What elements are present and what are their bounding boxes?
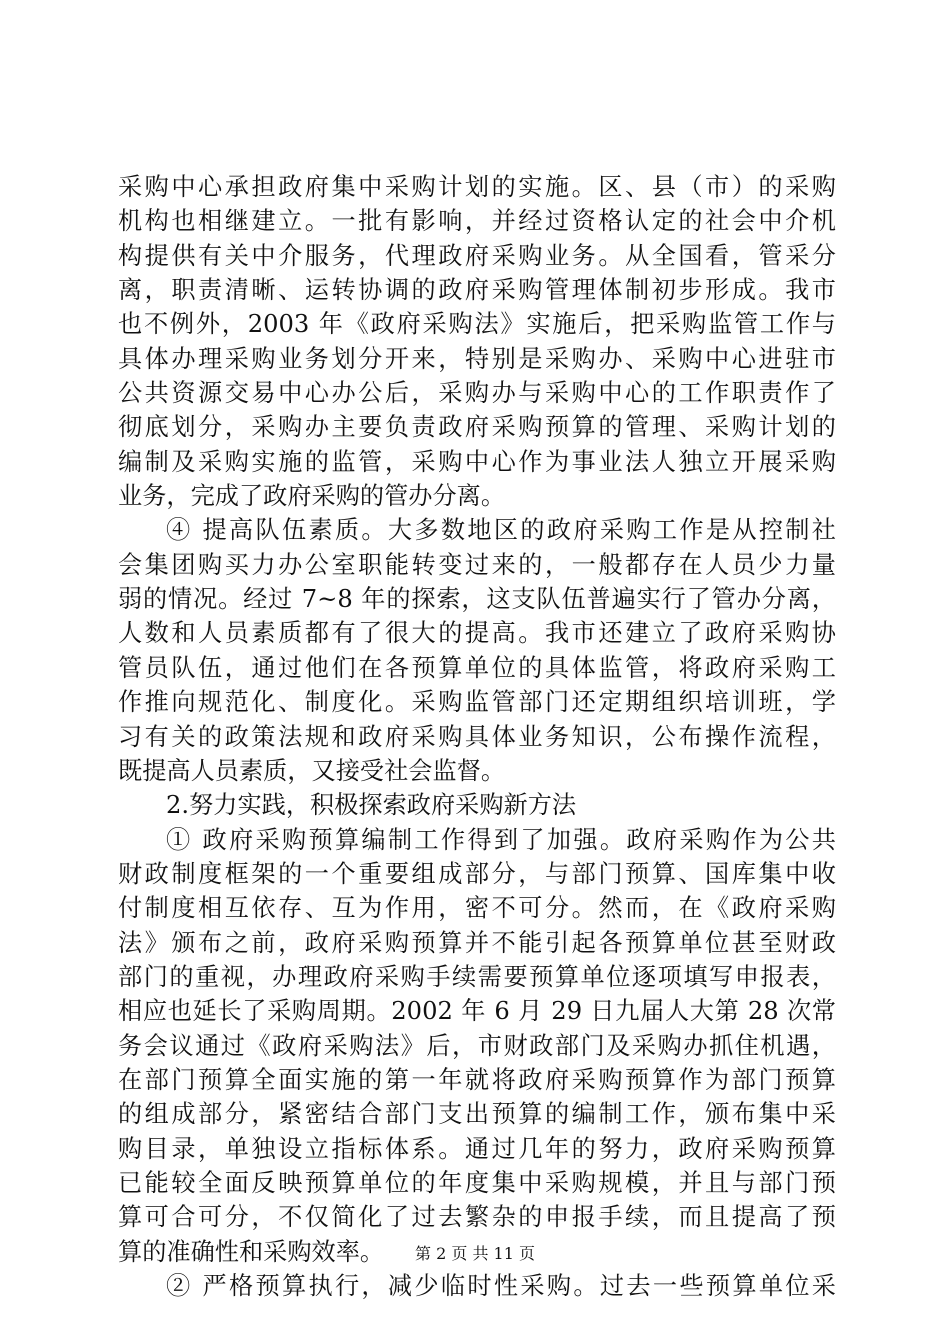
text-line: 务会议通过《政府采购法》后，市财政部门及采购办抓住机遇，: [118, 1031, 836, 1060]
text-line: 已能较全面反映预算单位的年度集中采购规模，并且与部门预: [118, 1168, 836, 1197]
text-line: 相应也延长了采购周期。2002 年 6 月 29 日九届人大第 28 次常: [118, 997, 836, 1026]
text-line: 会集团购买力办公室职能转变过来的，一般都存在人员少力量: [118, 550, 836, 579]
text-line: 编制及采购实施的监管，采购中心作为事业法人独立开展采购: [118, 447, 836, 476]
text-line: 离，职责清晰、运转协调的政府采购管理体制初步形成。我市: [118, 276, 836, 305]
text-line: ② 严格预算执行，减少临时性采购。过去一些预算单位采: [166, 1272, 836, 1300]
page-number-label: 第 2 页 共 11 页: [415, 1244, 535, 1263]
text-line: ① 政府采购预算编制工作得到了加强。政府采购作为公共: [166, 825, 836, 854]
text-line: 具体办理采购业务划分开来，特别是采购办、采购中心进驻市: [118, 344, 836, 373]
text-line: 构提供有关中介服务，代理政府采购业务。从全国看，管采分: [118, 241, 836, 270]
text-line: 2.努力实践，积极探索政府采购新方法: [166, 791, 577, 820]
text-line: 既提高人员素质，又接受社会监督。: [118, 756, 506, 785]
text-line: 公共资源交易中心办公后，采购办与采购中心的工作职责作了: [118, 379, 836, 408]
text-line: 习有关的政策法规和政府采购具体业务知识，公布操作流程，: [118, 722, 836, 751]
text-line: ④ 提高队伍素质。大多数地区的政府采购工作是从控制社: [166, 516, 836, 545]
text-line: 算可合可分，不仅简化了过去繁杂的申报手续，而且提高了预: [118, 1203, 836, 1232]
page-footer: [0, 1242, 950, 1266]
document-body: [118, 170, 836, 1303]
text-line: 在部门预算全面实施的第一年就将政府采购预算作为部门预算: [118, 1065, 836, 1094]
text-line: 也不例外，2003 年《政府采购法》实施后，把采购监管工作与: [118, 310, 836, 339]
text-line: 采购中心承担政府集中采购计划的实施。区、县（市）的采购: [118, 173, 836, 201]
text-line: 彻底划分，采购办主要负责政府采购预算的管理、采购计划的: [118, 413, 836, 442]
text-line: 算的准确性和采购效率。: [118, 1237, 385, 1266]
text-line: 法》颁布之前，政府采购预算并不能引起各预算单位甚至财政: [118, 928, 836, 957]
text-line: 人数和人员素质都有了很大的提高。我市还建立了政府采购协: [118, 619, 836, 648]
text-line: 管员队伍，通过他们在各预算单位的具体监管，将政府采购工: [118, 653, 836, 682]
text-line: 付制度相互依存、互为作用，密不可分。然而，在《政府采购: [118, 894, 836, 923]
text-line: 机构也相继建立。一批有影响，并经过资格认定的社会中介机: [118, 207, 836, 236]
text-line: 业务，完成了政府采购的管办分离。: [118, 482, 506, 511]
text-line: 作推向规范化、制度化。采购监管部门还定期组织培训班，学: [118, 688, 836, 717]
text-line: 购目录，单独设立指标体系。通过几年的努力，政府采购预算: [118, 1134, 836, 1163]
text-line: 弱的情况。经过 7~8 年的探索，这支队伍普遍实行了管办分离，: [118, 585, 836, 614]
text-line: 部门的重视，办理政府采购手续需要预算单位逐项填写申报表，: [118, 962, 836, 991]
text-line: 的组成部分，紧密结合部门支出预算的编制工作，颁布集中采: [118, 1100, 836, 1129]
text-line: 财政制度框架的一个重要组成部分，与部门预算、国库集中收: [118, 859, 836, 888]
